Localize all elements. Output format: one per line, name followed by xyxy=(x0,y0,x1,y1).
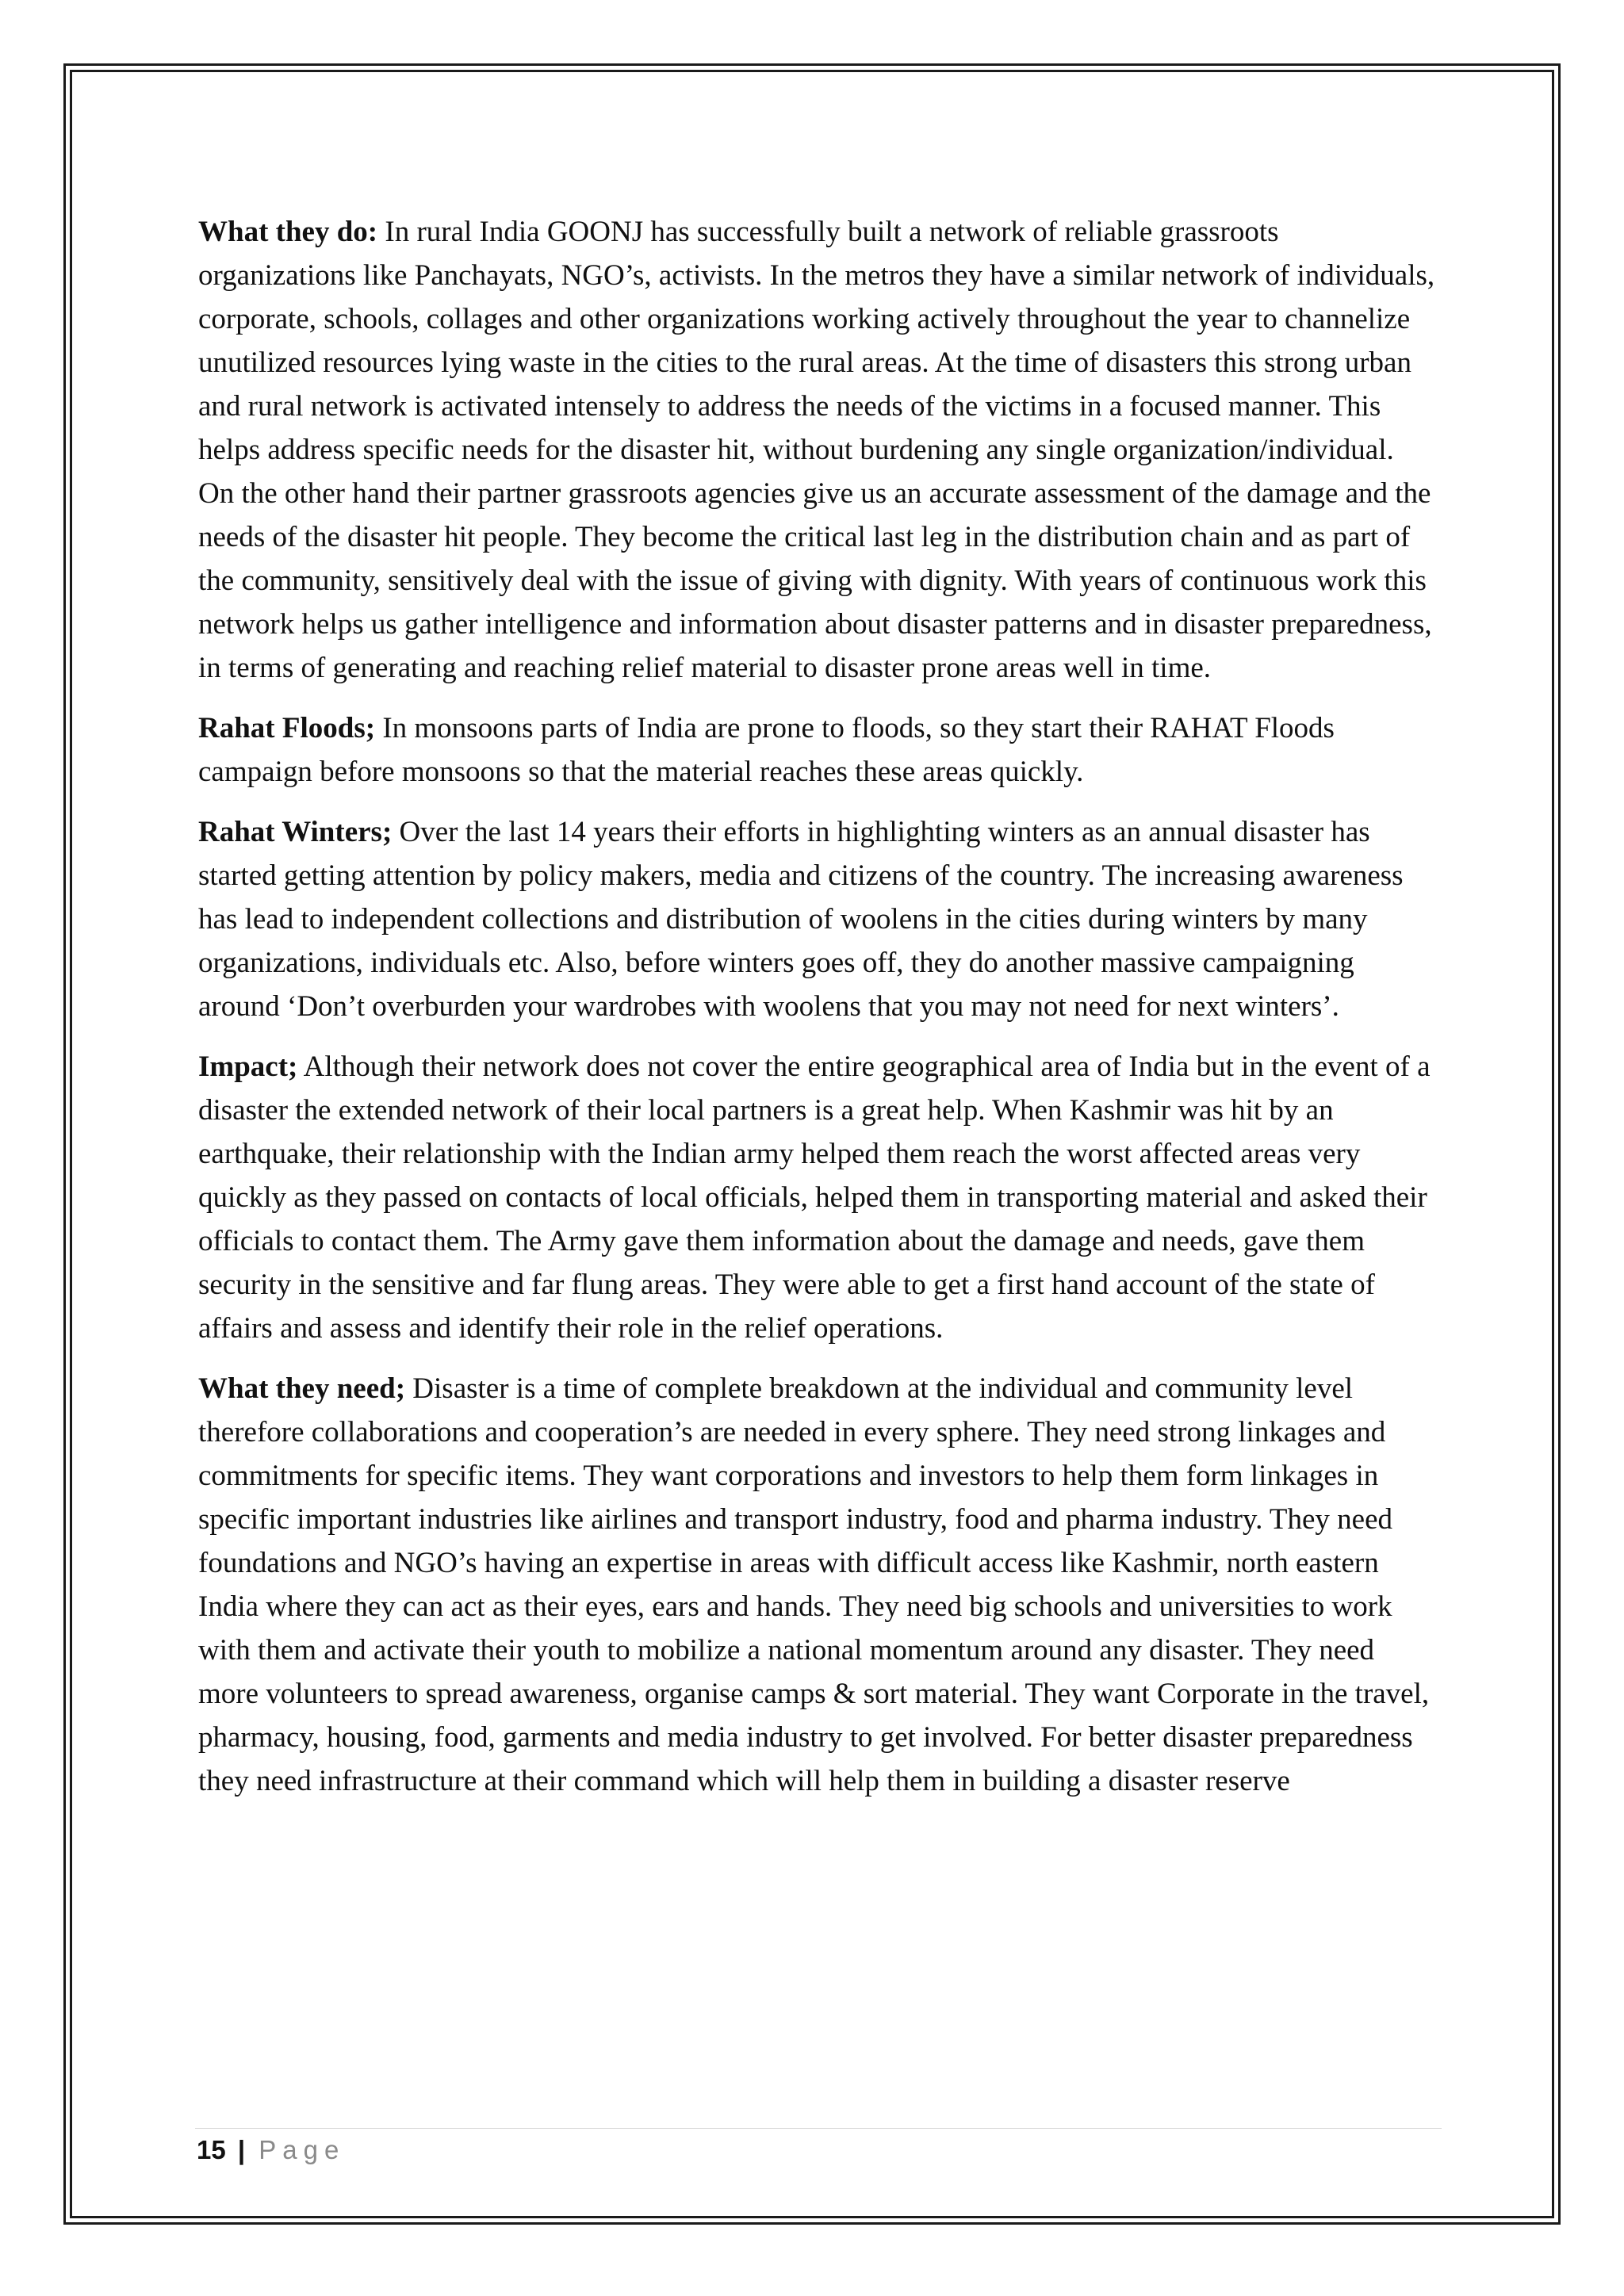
paragraph-text: In rural India GOONJ has successfully built a network of reliable grassroots organizations like Panchayats, NGO’s, activists. In the metros they have a similar network of individuals, corporate, schools, collages and other organizations working actively throughout the year to channelize unutilized resources lying waste in the cities to the rural areas. At the time of disasters this strong urban and rural network is activated intensely to address the needs of the victims in a focused manner. This helps address specific needs for the disaster hit, without burdening any single organization/individual. On the other hand their partner grassroots agencies give us an accurate assessment of the damage and the needs of the disaster hit people. They become the critical last leg in the distribution chain and as part of the community, sensitively deal with the issue of giving with dignity. With years of continuous work this network helps us gather intelligence and information about disaster patterns and in disaster preparedness, in terms of generating and reaching relief material to disaster prone areas well in time. xyxy=(198,216,1435,684)
page-number: 15 xyxy=(197,2135,226,2164)
paragraph-heading: Impact; xyxy=(198,1050,298,1083)
paragraph-heading: Rahat Winters; xyxy=(198,816,393,848)
page-footer xyxy=(197,2133,345,2168)
paragraph-text: Although their network does not cover the entire geographical area of India but in the event of a disaster the extended network of their local partners is a great help. When Kashmir was hit by an earthquake, their relationship with the Indian army helped them reach the worst affected areas very quickly as they passed on contacts of local officials, helped them in transporting material and asked their officials to contact them. The Army gave them information about the damage and needs, gave them security in the sensitive and far flung areas. They were able to get a first hand account of the state of affairs and assess and identify their role in the relief operations. xyxy=(198,1050,1431,1345)
paragraph-heading: What they need; xyxy=(198,1372,406,1405)
paragraph-rahat-winters xyxy=(198,810,1435,1028)
footer-divider xyxy=(195,2128,1442,2129)
paragraph-rahat-floods xyxy=(198,706,1435,794)
paragraph-text: Disaster is a time of complete breakdown at the individual and community level therefore collaborations and cooperation’s are needed in every sphere. They need strong linkages and commitments for specific items. They want corporations and investors to help them form linkages in specific important industries like airlines and transport industry, food and pharma industry. They need foundations and NGO’s having an expertise in areas with difficult access like Kashmir, north eastern India where they can act as their eyes, ears and hands. They need big schools and universities to work with them and activate their youth to mobilize a national momentum around any disaster. They need more volunteers to spread awareness, organise camps & sort material. They want Corporate in the travel, pharmacy, housing, food, garments and media industry to get involved. For better disaster preparedness they need infrastructure at their command which will help them in building a disaster reserve xyxy=(198,1372,1430,1797)
page-separator: | xyxy=(237,2135,246,2164)
paragraph-heading: What they do: xyxy=(198,216,378,248)
paragraph-what-they-need xyxy=(198,1367,1435,1803)
paragraph-text: In monsoons parts of India are prone to floods, so they start their RAHAT Floods campaign before monsoons so that the material reaches these areas quickly. xyxy=(198,712,1335,788)
paragraph-impact xyxy=(198,1045,1435,1350)
paragraph-heading: Rahat Floods; xyxy=(198,712,376,744)
paragraph-what-they-do xyxy=(198,210,1435,690)
page-label: Page xyxy=(259,2135,346,2164)
paragraph-text: Over the last 14 years their efforts in highlighting winters as an annual disaster has started getting attention by policy makers, media and citizens of the country. The increasing awareness has lead to independent collections and distribution of woolens in the cities during winters by many organizations, individuals etc. Also, before winters goes off, they do another massive campaigning around ‘Don’t overburden your wardrobes with woolens that you may not need for next winters’. xyxy=(198,816,1404,1023)
document-body xyxy=(198,210,1435,1820)
